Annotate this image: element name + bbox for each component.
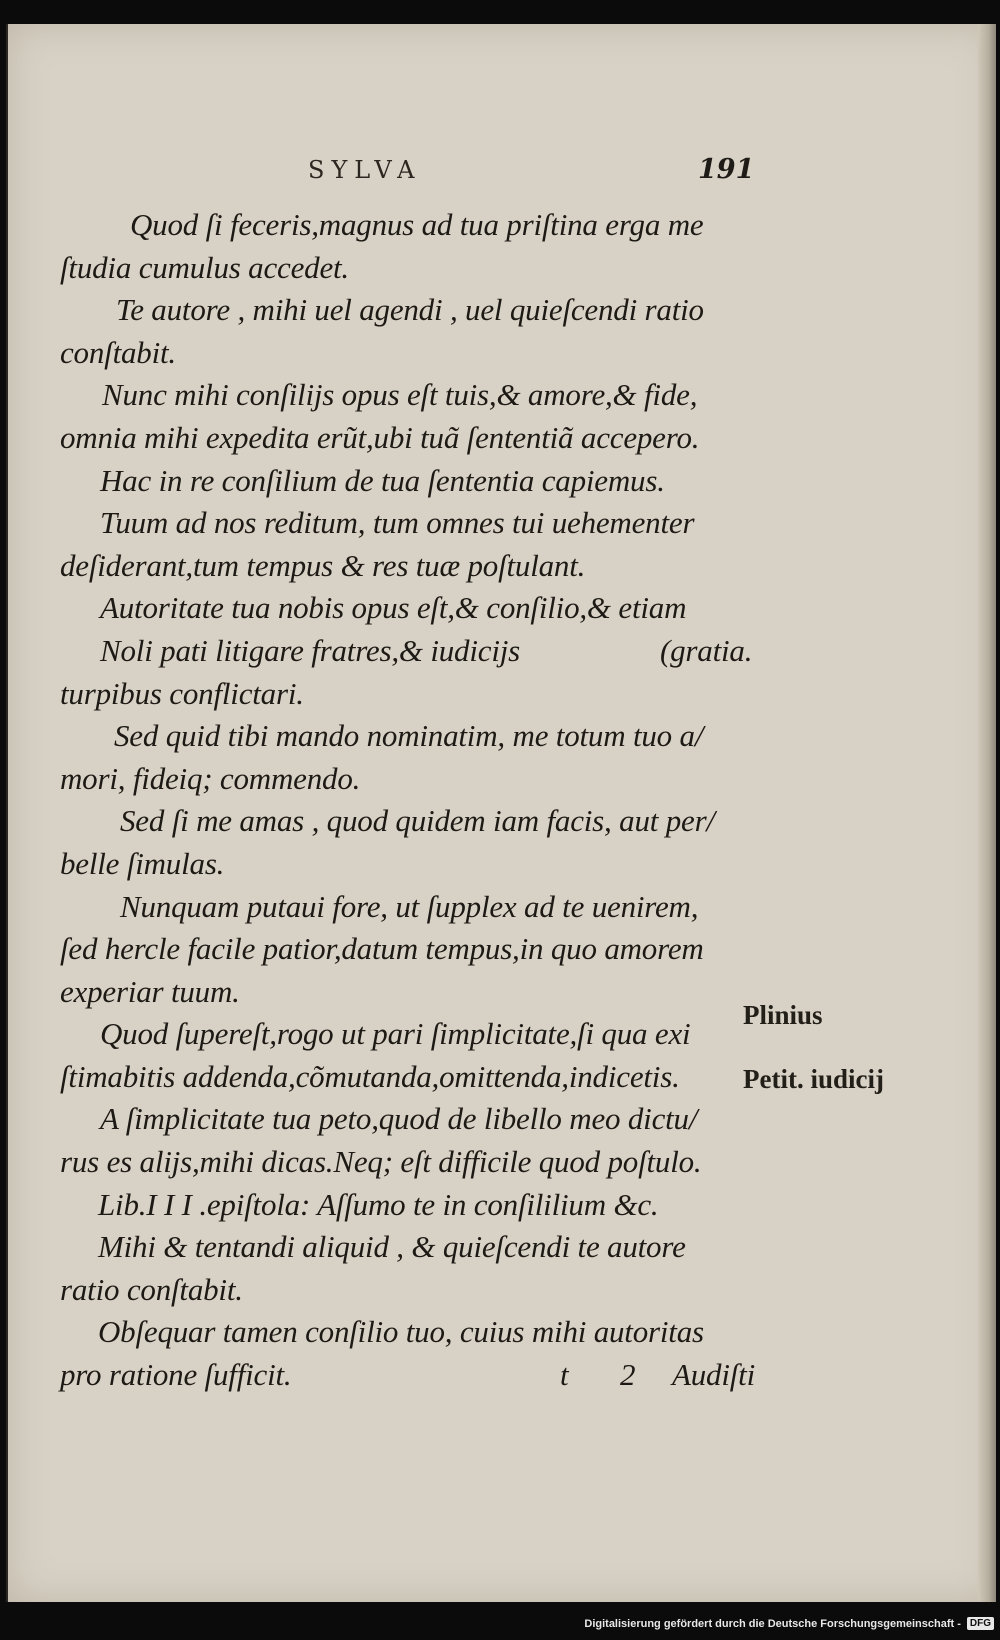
text-line: Quod ſupereſt,rogo ut pari ſimplicitate,ſi qua exi <box>100 1016 691 1052</box>
digitization-footer <box>584 1617 994 1630</box>
signature-mark: t <box>560 1357 569 1393</box>
text-line: belle ſimulas. <box>60 845 225 881</box>
text-line: A ſimplicitate tua peto,quod de libello meo dictu/ <box>100 1101 698 1137</box>
book-page <box>6 24 996 1602</box>
page-number: 191 <box>698 154 755 185</box>
text-line: Noli pati litigare fratres,& iudicijs (gratia. <box>60 630 760 673</box>
text-line: Mihi & tentandi aliquid , & quieſcendi te autore <box>98 1229 686 1265</box>
text-line: conſtabit. <box>60 334 176 370</box>
text-line: Quod ſi feceris,magnus ad tua priſtina erga me <box>130 207 704 242</box>
text-line: Nunquam putaui fore, ut ſupplex ad te uenirem, <box>120 888 699 924</box>
text-line: Sed quid tibi mando nominatim, me totum tuo a/ <box>114 718 704 754</box>
text-line: deſiderant,tum tempus & res tuæ poſtulant. <box>60 547 586 583</box>
text-line: rus es alijs,mihi dicas.Neq; eſt difficile quod poſtulo. <box>60 1144 702 1180</box>
text-line: Hac in re conſilium de tua ſententia capiemus. <box>100 462 665 498</box>
signature-number: 2 <box>620 1357 636 1393</box>
text-line: mori, fideiq; commendo. <box>60 760 361 796</box>
text-line: Autoritate tua nobis opus eſt,& conſilio,& etiam <box>100 590 687 626</box>
dfg-logo: DFG <box>967 1617 994 1630</box>
digitization-credit: Digitalisierung gefördert durch die Deutsche Forschungsgemeinschaft - <box>584 1617 961 1630</box>
text-line: Sed ſi me amas , quod quidem iam facis, aut per/ <box>120 803 715 839</box>
text-line: Nunc mihi conſilijs opus eſt tuis,& amore,& fide, <box>102 377 698 413</box>
sidenote-plinius: Plinius <box>743 1000 823 1030</box>
page-edge <box>978 24 996 1602</box>
line-end-gratia: (gratia. <box>660 632 753 668</box>
sidenote-petit-iudicij: Petit. iudicij <box>743 1064 884 1094</box>
text-line: Obſequar tamen conſilio tuo, cuius mihi autoritas <box>98 1314 704 1350</box>
text-line: experiar tuum. <box>60 973 240 1009</box>
text-line: turpibus conflictari. <box>60 675 304 711</box>
text-line: ratio conſtabit. <box>60 1271 243 1307</box>
running-head: SYLVA <box>308 156 422 184</box>
text-line: Te autore , mihi uel agendi , uel quieſcendi ratio <box>116 292 704 328</box>
text-line: ſtimabitis addenda,cõmutanda,omittenda,indicetis. <box>60 1058 680 1094</box>
text-line-last: pro ratione ſufficit. t 2 Audiſti <box>60 1354 760 1397</box>
text-body <box>60 204 760 1397</box>
text-line: ſtudia cumulus accedet. <box>60 249 349 285</box>
text-line: ſed hercle facile patior,datum tempus,in quo amorem <box>60 931 704 967</box>
text-line: Lib.I I I .epiſtola: Aſſumo te in conſililium &c. <box>98 1186 659 1222</box>
text-line: Tuum ad nos reditum, tum omnes tui uehementer <box>100 505 695 541</box>
catchword: Audiſti <box>672 1357 755 1393</box>
text-line: omnia mihi expedita erũt,ubi tuã ſententiã accepero. <box>60 419 700 455</box>
